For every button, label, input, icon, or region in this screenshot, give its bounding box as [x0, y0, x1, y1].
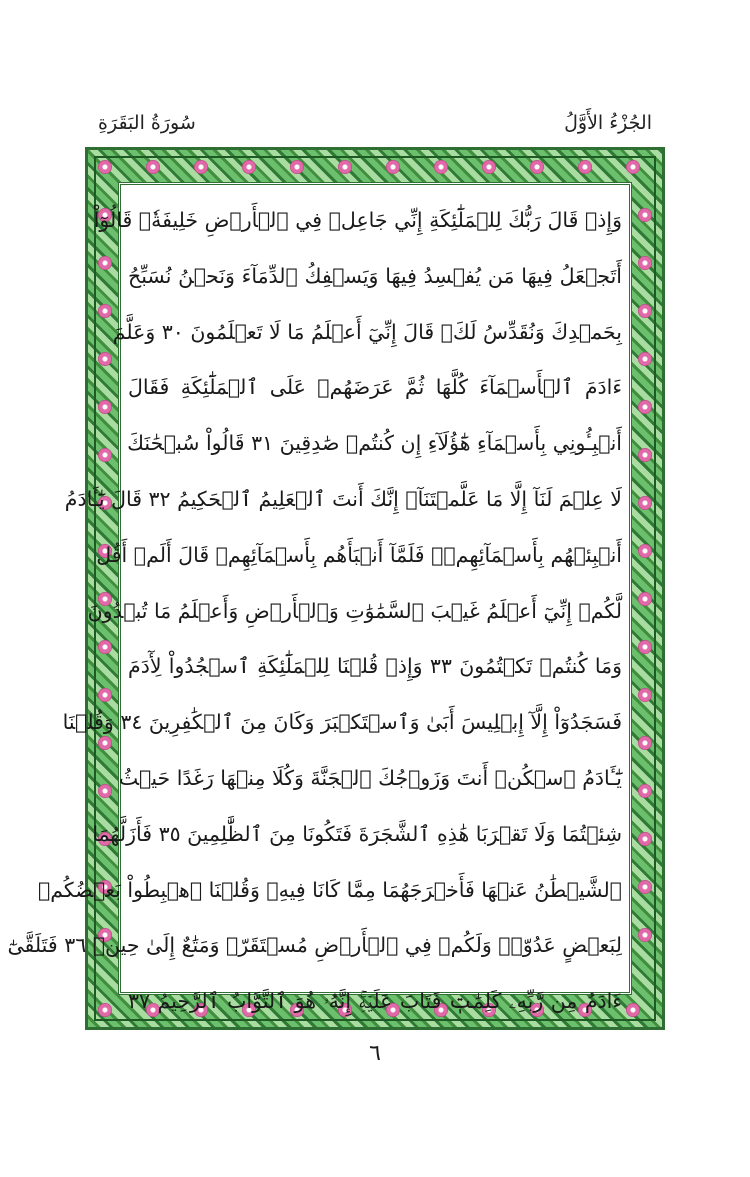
text-line: أَتَجۡعَلُ فِيهَا مَن يُفۡسِدُ فِيهَا وَيَسۡفِكُ ٱلدِّمَآءَ وَنَحۡنُ نُسَبِّحُ — [128, 263, 622, 288]
rosette-ornament — [638, 448, 652, 462]
rosette-ornament — [98, 784, 112, 798]
rosette-ornament — [530, 160, 544, 174]
page-text — [7, 193, 622, 1014]
rosette-ornament — [386, 160, 400, 174]
rosette-ornament — [98, 640, 112, 654]
text-line: وَمَا كُنتُمۡ تَكۡتُمُونَ ٣٣ وَإِذۡ قُلۡنَا لِلۡمَلَٰٓئِكَةِ ٱسۡجُدُواْ لِأٓدَمَ — [128, 654, 622, 679]
rosette-ornament — [146, 160, 160, 174]
text-line: شِئۡتُمَا وَلَا تَقۡرَبَا هَٰذِهِ ٱلشَّجَرَةَ فَتَكُونَا مِنَ ٱلظَّٰلِمِينَ ٣٥ فَأَزَلَّهُمَا — [92, 821, 622, 846]
rosette-ornament — [194, 160, 208, 174]
text-line: وَإِذۡ قَالَ رَبُّكَ لِلۡمَلَٰٓئِكَةِ إِنِّي جَاعِلٞ فِي ٱلۡأَرۡضِ خَلِيفَةٗۖ قَالُوٓاْ — [93, 208, 622, 232]
rosette-ornament — [638, 544, 652, 558]
rosette-ornament — [98, 352, 112, 366]
rosette-ornament — [98, 256, 112, 270]
rosette-ornament — [98, 304, 112, 318]
rosette-ornament — [638, 256, 652, 270]
rosette-ornament — [626, 1003, 640, 1017]
rosette-ornament — [638, 352, 652, 366]
rosette-ornament — [638, 592, 652, 606]
rosette-ornament — [638, 208, 652, 222]
text-line: فَسَجَدُوٓاْ إِلَّآ إِبۡلِيسَ أَبَىٰ وَٱسۡتَكۡبَرَ وَكَانَ مِنَ ٱلۡكَٰفِرِينَ ٣٤ وَقُلۡنَا — [62, 710, 622, 735]
rosette-ornament — [638, 688, 652, 702]
text-line: ءَادَمُ مِن رَّبِّهِۦ كَلِمَٰتٖ فَتَابَ عَلَيۡهِۚ إِنَّهُۥ هُوَ ٱلتَّوَّابُ ٱلرَّحِيمُ ٣٧ — [128, 989, 622, 1014]
rosette-ornament — [638, 640, 652, 654]
rosette-ornament — [638, 496, 652, 510]
rosette-ornament — [290, 160, 304, 174]
rosette-ornament — [638, 880, 652, 894]
page-number: ٦ — [369, 1041, 381, 1066]
rosette-ornament — [638, 304, 652, 318]
rosette-ornament — [338, 160, 352, 174]
rosette-ornament — [434, 160, 448, 174]
text-line: ءَادَمَ ٱلۡأَسۡمَآءَ كُلَّهَا ثُمَّ عَرَضَهُمۡ عَلَى ٱلۡمَلَٰٓئِكَةِ فَقَالَ — [128, 375, 622, 400]
text-line: لِبَعۡضٍ عَدُوّٞۖ وَلَكُمۡ فِي ٱلۡأَرۡضِ مُسۡتَقَرّٞ وَمَتَٰعٌ إِلَىٰ حِينٖ ٣٦ فَتَلَقَّىٰٓ — [7, 933, 622, 958]
juz-title: الجُزْءُ الأَوَّلُ — [564, 112, 652, 134]
rosette-ornament — [638, 400, 652, 414]
text-line: لَّكُمۡ إِنِّيٓ أَعۡلَمُ غَيۡبَ ٱلسَّمَٰوَٰتِ وَٱلۡأَرۡضِ وَأَعۡلَمُ مَا تُبۡدُونَ — [87, 598, 622, 623]
text-line: يَٰٓـَٔادَمُ ٱسۡكُنۡ أَنتَ وَزَوۡجُكَ ٱلۡجَنَّةَ وَكُلَا مِنۡهَا رَغَدًا حَيۡثُ — [118, 765, 622, 790]
rosette-ornament — [98, 448, 112, 462]
rosette-ornament — [98, 160, 112, 174]
rosette-ornament — [98, 1003, 112, 1017]
text-line: أَنۢبِـُٔونِي بِأَسۡمَآءِ هَٰٓؤُلَآءِ إِن كُنتُمۡ صَٰدِقِينَ ٣١ قَالُواْ سُبۡحَٰنَكَ — [127, 431, 622, 456]
rosette-ornament — [638, 736, 652, 750]
rosette-ornament — [638, 784, 652, 798]
rosette-ornament — [242, 160, 256, 174]
text-line: بِحَمۡدِكَ وَنُقَدِّسُ لَكَۖ قَالَ إِنِّيٓ أَعۡلَمُ مَا لَا تَعۡلَمُونَ ٣٠ وَعَلَّمَ — [112, 319, 622, 344]
rosette-ornament — [638, 928, 652, 942]
rosette-ornament — [578, 160, 592, 174]
surah-title: سُورَةُ البَقَرَةِ — [98, 112, 196, 134]
text-line: ٱلشَّيۡطَٰنُ عَنۡهَا فَأَخۡرَجَهُمَا مِمَّا كَانَا فِيهِۖ وَقُلۡنَا ٱهۡبِطُواْ بَعۡضُكُمۡ — [37, 877, 622, 902]
rosette-ornament — [626, 160, 640, 174]
text-line: أَنۢبِئۡهُم بِأَسۡمَآئِهِمۡۖ فَلَمَّآ أَنۢبَأَهُم بِأَسۡمَآئِهِمۡ قَالَ أَلَمۡ أَقُل — [96, 542, 622, 567]
text-line: لَا عِلۡمَ لَنَآ إِلَّا مَا عَلَّمۡتَنَآۖ إِنَّكَ أَنتَ ٱلۡعَلِيمُ ٱلۡحَكِيمُ ٣٢ قَالَ يَٰٓـَٔادَمُ — [64, 486, 622, 511]
rosette-ornament — [98, 400, 112, 414]
rosette-ornament — [482, 160, 496, 174]
rosette-ornament — [638, 832, 652, 846]
